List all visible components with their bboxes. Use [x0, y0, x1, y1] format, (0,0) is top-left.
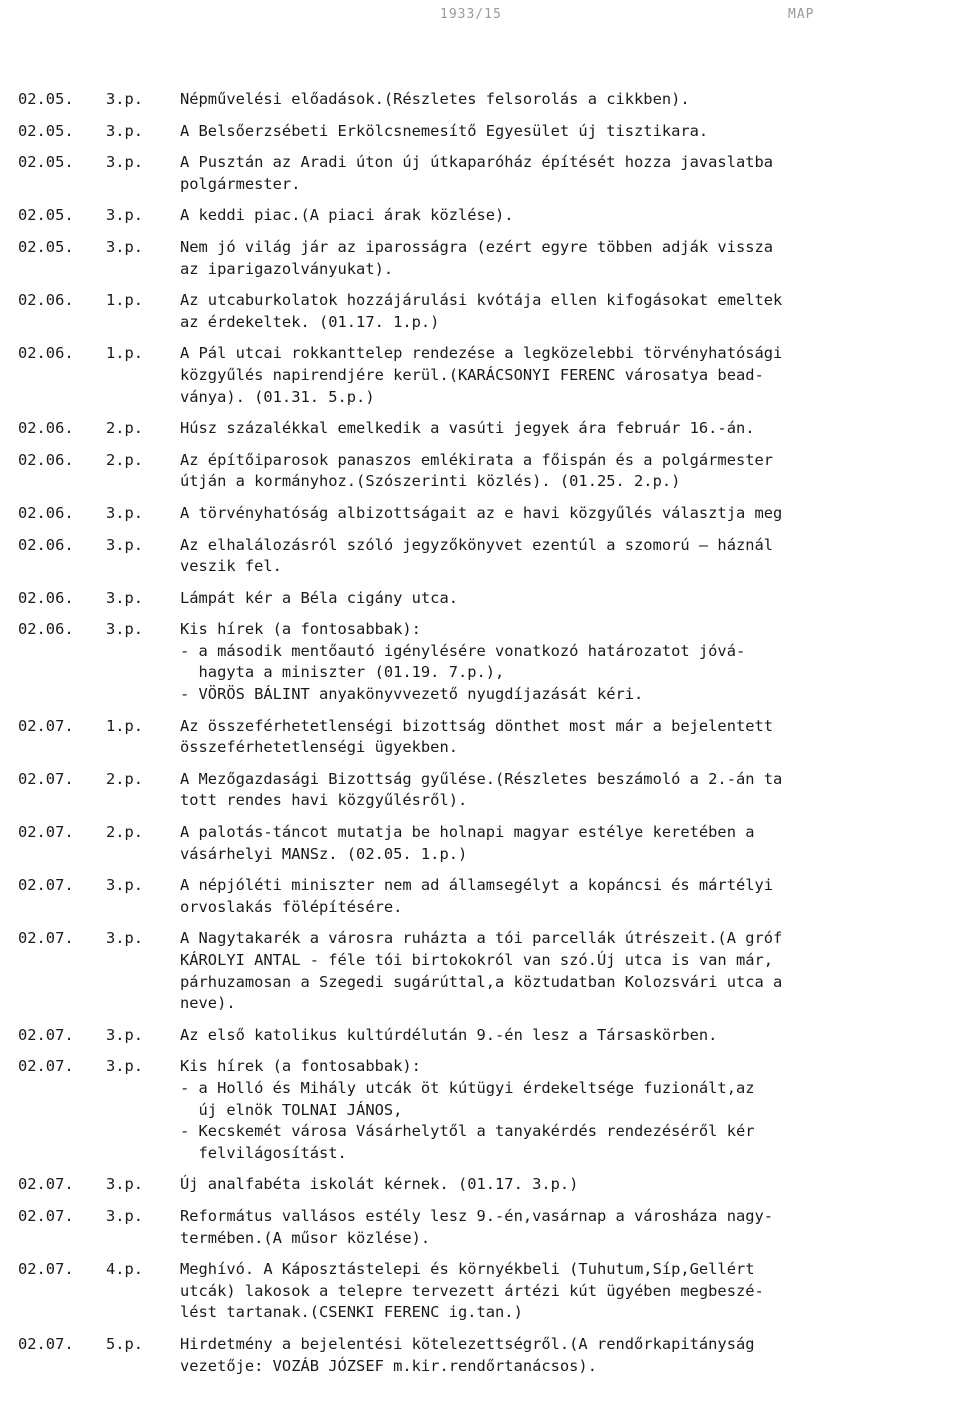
list-item: [18, 503, 948, 525]
entry-date: 02.07.: [18, 1175, 74, 1194]
entry-page: 2.p.: [106, 769, 144, 788]
entry-text: [180, 716, 948, 759]
entry-date: 02.05.: [18, 90, 74, 108]
sub-item-line: - Kecskemét városa Vásárhelytől a tanyakérdés rendezéséről kér: [180, 1122, 755, 1141]
entry-text: [180, 1174, 948, 1196]
entry-page: 3.p.: [106, 121, 144, 140]
entry-text-line: polgármester.: [180, 174, 301, 193]
entry-date: 02.06.: [18, 344, 74, 363]
entry-text-line: Az első katolikus kultúrdélután 9.-én lesz a Társaskörben.: [180, 1025, 718, 1044]
entry-text: [180, 822, 948, 865]
entry-text-line: vásárhelyi MANSz. (02.05. 1.p.): [180, 844, 468, 863]
entry-date: 02.07.: [18, 876, 74, 895]
entry-page: 2.p.: [106, 450, 144, 469]
entry-text-line: A Pál utcai rokkanttelep rendezése a legközelebbi törvényhatósági: [180, 344, 783, 363]
entry-date: 02.07.: [18, 1057, 74, 1076]
entry-text-line: Kis hírek (a fontosabbak):: [180, 1057, 421, 1076]
sub-item-line: felvilágosítást.: [180, 1143, 347, 1162]
entry-date: 02.07.: [18, 769, 74, 788]
entry-date: 02.07.: [18, 1334, 74, 1353]
entry-text: [180, 769, 948, 812]
entry-page: 3.p.: [106, 237, 144, 256]
entry-text-line: Az elhalálozásról szóló jegyzőkönyvet ezentúl a szomorú — háznál: [180, 535, 774, 554]
entry-text: [180, 535, 948, 578]
list-item: [18, 1259, 948, 1324]
entry-date: 02.07.: [18, 1025, 74, 1044]
list-item: [18, 1334, 948, 1377]
entry-text: [180, 1259, 948, 1324]
entry-date: 02.06.: [18, 588, 74, 607]
entry-page: 5.p.: [106, 1334, 144, 1353]
entry-page: 3.p.: [106, 206, 144, 225]
entry-text-line: Népművelési előadások.(Részletes felsorolás a cikkben).: [180, 90, 690, 108]
entry-text-line: Református vallásos estély lesz 9.-én,vasárnap a városháza nagy-: [180, 1206, 774, 1225]
entry-date: 02.07.: [18, 823, 74, 842]
entry-date: 02.07.: [18, 1206, 74, 1225]
entry-text: [180, 205, 948, 227]
list-item: [18, 1206, 948, 1249]
entry-text: [180, 121, 948, 143]
entry-text: [180, 152, 948, 195]
entry-date: 02.07.: [18, 716, 74, 735]
entry-page: 3.p.: [106, 1025, 144, 1044]
entry-text-line: Húsz százalékkal emelkedik a vasúti jegyek ára február 16.-án.: [180, 419, 755, 438]
list-item: [18, 716, 948, 759]
entry-text-line: utcák) lakosok a telepre tervezett ártézi kút ügyében megbeszé-: [180, 1281, 764, 1300]
entry-text-line: A palotás-táncot mutatja be holnapi magyar estélye keretében a: [180, 823, 755, 842]
entry-date: 02.06.: [18, 503, 74, 522]
entry-date: 02.05.: [18, 206, 74, 225]
entry-page: 3.p.: [106, 1175, 144, 1194]
document-number: 1933/15: [440, 7, 502, 22]
entry-text-line: összeférhetetlenségi ügyekben.: [180, 738, 458, 757]
entry-date: 02.06.: [18, 620, 74, 639]
entry-page: 3.p.: [106, 90, 144, 108]
entry-list: [18, 89, 948, 1387]
entry-date: 02.05.: [18, 237, 74, 256]
entry-page: 3.p.: [106, 929, 144, 948]
entry-text: [180, 503, 948, 525]
entry-page: 4.p.: [106, 1260, 144, 1279]
entry-text-line: neve).: [180, 994, 236, 1013]
entry-text-line: orvoslakás fölépítésére.: [180, 897, 403, 916]
entry-text-line: A keddi piac.(A piaci árak közlése).: [180, 206, 514, 225]
list-item: [18, 1025, 948, 1047]
list-item: [18, 535, 948, 578]
entry-page: 3.p.: [106, 503, 144, 522]
entry-text-line: az érdekeltek. (01.17. 1.p.): [180, 312, 440, 331]
entry-text-line: A Belsőerzsébeti Erkölcsnemesítő Egyesület új tisztikara.: [180, 121, 709, 140]
entry-text-line: A Mezőgazdasági Bizottság gyűlése.(Részletes beszámoló a 2.-án ta: [180, 769, 783, 788]
entry-page: 3.p.: [106, 1057, 144, 1076]
entry-text-line: Új analfabéta iskolát kérnek. (01.17. 3.p.): [180, 1175, 579, 1194]
entry-page: 1.p.: [106, 716, 144, 735]
entry-page: 3.p.: [106, 153, 144, 172]
entry-date: 02.07.: [18, 1260, 74, 1279]
entry-date: 02.05.: [18, 121, 74, 140]
list-item: [18, 343, 948, 408]
entry-date: 02.06.: [18, 291, 74, 310]
entry-date: 02.06.: [18, 450, 74, 469]
entry-text: [180, 928, 948, 1014]
entry-text-line: Az építőiparosok panaszos emlékirata a főispán és a polgármester: [180, 450, 774, 469]
sub-item-line: hagyta a miniszter (01.19. 7.p.),: [180, 663, 505, 682]
entry-page: 2.p.: [106, 823, 144, 842]
list-item: [18, 619, 948, 705]
entry-text: [180, 619, 948, 705]
entry-text-line: A törvényhatóság albizottságait az e havi közgyűlés választja meg: [180, 503, 783, 522]
sub-item-line: új elnök TOLNAI JÁNOS,: [180, 1100, 403, 1119]
list-item: [18, 875, 948, 918]
entry-text-line: Meghívó. A Káposztástelepi és környékbeli (Tuhutum,Síp,Gellért: [180, 1260, 755, 1279]
list-item: [18, 205, 948, 227]
entry-text-line: Lámpát kér a Béla cigány utca.: [180, 588, 458, 607]
list-item: [18, 450, 948, 493]
entry-text: [180, 1206, 948, 1249]
entry-text: [180, 418, 948, 440]
entry-text: [180, 875, 948, 918]
entry-text-line: KÁROLYI ANTAL - féle tói birtokokról van szó.Új utca is van már,: [180, 951, 774, 969]
entry-date: 02.05.: [18, 153, 74, 172]
list-item: [18, 928, 948, 1014]
entry-text-line: A népjóléti miniszter nem ad államsegélyt a kopáncsi és mártélyi: [180, 876, 774, 895]
list-item: [18, 290, 948, 333]
list-item: [18, 769, 948, 812]
entry-text-line: közgyűlés napirendjére kerül.(KARÁCSONYI FERENC városatya bead-: [180, 365, 764, 384]
list-item: [18, 822, 948, 865]
page-header: [0, 2, 960, 24]
entry-text-line: Hirdetmény a bejelentési kötelezettségről.(A rendőrkapitányság: [180, 1334, 755, 1353]
entry-page: 3.p.: [106, 535, 144, 554]
entry-text: [180, 1025, 948, 1047]
list-item: [18, 588, 948, 610]
entry-page: 3.p.: [106, 1206, 144, 1225]
list-item: [18, 1174, 948, 1196]
entry-text-line: termében.(A műsor közlése).: [180, 1228, 431, 1247]
entry-text-line: ványa). (01.31. 5.p.): [180, 387, 375, 406]
sub-item-line: - a Holló és Mihály utcák öt kútügyi érdekeltsége fuzionált,az: [180, 1078, 755, 1097]
entry-page: 3.p.: [106, 588, 144, 607]
entry-text-line: lést tartanak.(CSENKI FERENC ig.tan.): [180, 1303, 523, 1322]
entry-text-line: párhuzamosan a Szegedi sugárúttal,a köztudatban Kolozsvári utca a: [180, 972, 783, 991]
entry-text: [180, 290, 948, 333]
entry-text-line: Nem jó világ jár az iparosságra (ezért egyre többen adják vissza: [180, 237, 774, 256]
entry-page: 2.p.: [106, 419, 144, 438]
entry-date: 02.06.: [18, 535, 74, 554]
list-item: [18, 418, 948, 440]
list-item: [18, 121, 948, 143]
entry-text: [180, 89, 948, 111]
entry-text-line: A Pusztán az Aradi úton új útkaparóház építését hozza javaslatba: [180, 153, 774, 172]
entry-text: [180, 588, 948, 610]
entry-text-line: Az összeférhetetlenségi bizottság dönthet most már a bejelentett: [180, 716, 774, 735]
entry-text: [180, 450, 948, 493]
entry-page: 3.p.: [106, 620, 144, 639]
entry-page: 1.p.: [106, 344, 144, 363]
sub-item-line: - VÖRÖS BÁLINT anyakönyvvezető nyugdíjazását kéri.: [180, 685, 644, 704]
list-item: [18, 1056, 948, 1164]
list-item: [18, 89, 948, 111]
entry-date: 02.07.: [18, 929, 74, 948]
entry-text-line: A Nagytakarék a városra ruházta a tói parcellák útrészeit.(A gróf: [180, 929, 783, 948]
entry-page: 3.p.: [106, 876, 144, 895]
list-item: [18, 237, 948, 280]
entry-text-line: veszik fel.: [180, 557, 282, 576]
entry-text-line: vezetője: VOZÁB JÓZSEF m.kir.rendőrtanácsos).: [180, 1356, 597, 1375]
entry-text-line: Az utcaburkolatok hozzájárulási kvótája ellen kifogásokat emeltek: [180, 291, 783, 310]
entry-text-line: tott rendes havi közgyűlésről).: [180, 791, 468, 810]
list-item: [18, 152, 948, 195]
entry-text-line: útján a kormányhoz.(Szószerinti közlés). (01.25. 2.p.): [180, 472, 681, 491]
entry-page: 1.p.: [106, 291, 144, 310]
entry-text: [180, 237, 948, 280]
entry-text: [180, 1334, 948, 1377]
archive-mark: MAP: [788, 7, 815, 22]
entry-text-line: Kis hírek (a fontosabbak):: [180, 620, 421, 639]
entry-text: [180, 343, 948, 408]
entry-date: 02.06.: [18, 419, 74, 438]
entry-text-line: az iparigazolványukat).: [180, 259, 394, 278]
entry-text: [180, 1056, 948, 1164]
sub-item-line: - a második mentőautó igénylésére vonatkozó határozatot jóvá-: [180, 641, 746, 660]
